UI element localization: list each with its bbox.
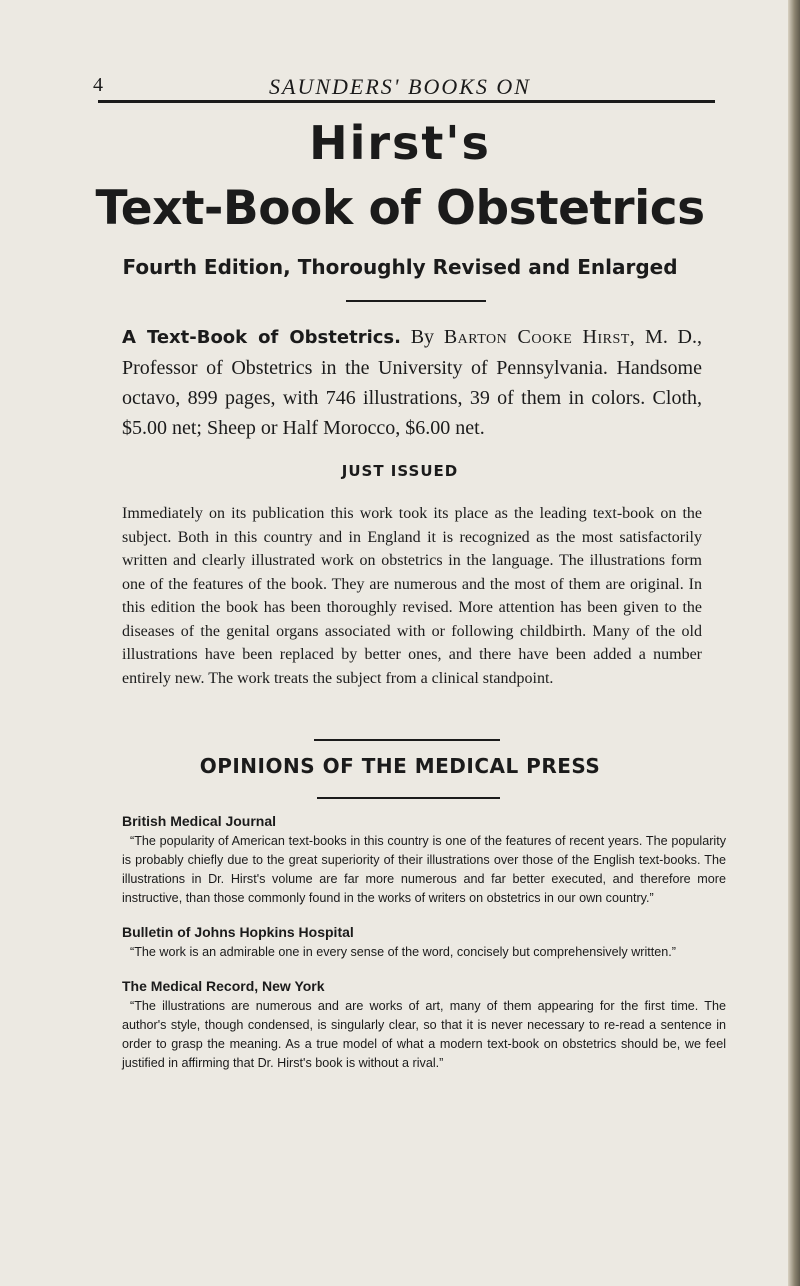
page-edge-shadow <box>788 0 800 1286</box>
intro-rest: M. D., Professor of Obstetrics in the University of Pennsylvania. Handsome octavo, 899 pages, with 746 illustrations, 39 of them in colors. Cloth, $5.00 net; Sheep or Half Morocco, $6.00 net. <box>122 326 703 439</box>
review-source: Bulletin of Johns Hopkins Hospital <box>122 924 354 940</box>
divider-rule-bottom <box>317 797 500 799</box>
review-source: The Medical Record, New York <box>122 978 325 994</box>
review-text: “The illustrations are numerous and are works of art, many of them appearing for the first time. The author's style, though condensed, is singularly clear, so that it is never necessary to re-read a sentence in order to grasp the meaning. As a true model of what a modern text-book on obstetrics should be, we feel justified in affirming that Dr. Hirst's book is without a rival.” <box>122 999 726 1070</box>
intro-author: Barton Cooke Hirst, <box>443 326 636 348</box>
review-text: “The work is an admirable one in every sense of the word, concisely but comprehensively written.” <box>130 945 676 959</box>
title-author: Hirst's <box>309 116 491 170</box>
just-issued-label: JUST ISSUED <box>341 462 459 480</box>
review-text: “The popularity of American text-books in this country is one of the features of recent years. The popularity is probably chiefly due to the great superiority of their illustrations over those of the English text-books. The illustrations in Dr. Hirst's volume are far more numerous and far better executed, and therefore more instructive, than those commonly found in the works of writers on obstetrics in our own country.” <box>122 834 726 905</box>
intro-lead: A Text-Book of Obstetrics. <box>122 327 401 348</box>
book-description-intro <box>122 322 702 443</box>
review-item <box>122 811 726 908</box>
review-item <box>122 922 726 962</box>
review-source: British Medical Journal <box>122 813 277 829</box>
reviews-list <box>122 811 726 1087</box>
intro-by: By <box>410 326 435 348</box>
book-summary: Immediately on its publication this work took its place as the leading text-book on the subject. Both in this country and in England it is recognized as the most satisfactorily written and clearly illustrated work on obstetrics in the language. The illustrations form one of the features of the book. They are numerous and the most of them are original. In this edition the book has been thoroughly revised. More attention has been given to the diseases of the genital organs associated with or following childbirth. Many of the old illustrations have been replaced by better ones, and there have been added a number entirely new. The work treats the subject from a clinical standpoint. <box>122 505 702 687</box>
running-title: SAUNDERS' BOOKS ON <box>269 74 531 99</box>
edition-subtitle: Fourth Edition, Thoroughly Revised and Enlarged <box>122 255 678 279</box>
title-book: Text-Book of Obstetrics <box>95 181 705 236</box>
review-item <box>122 976 726 1073</box>
divider-rule-top <box>314 739 500 741</box>
opinions-heading: OPINIONS OF THE MEDICAL PRESS <box>199 754 601 778</box>
page-number: 4 <box>93 74 103 96</box>
header-rule <box>98 100 715 103</box>
divider-rule <box>346 300 486 302</box>
